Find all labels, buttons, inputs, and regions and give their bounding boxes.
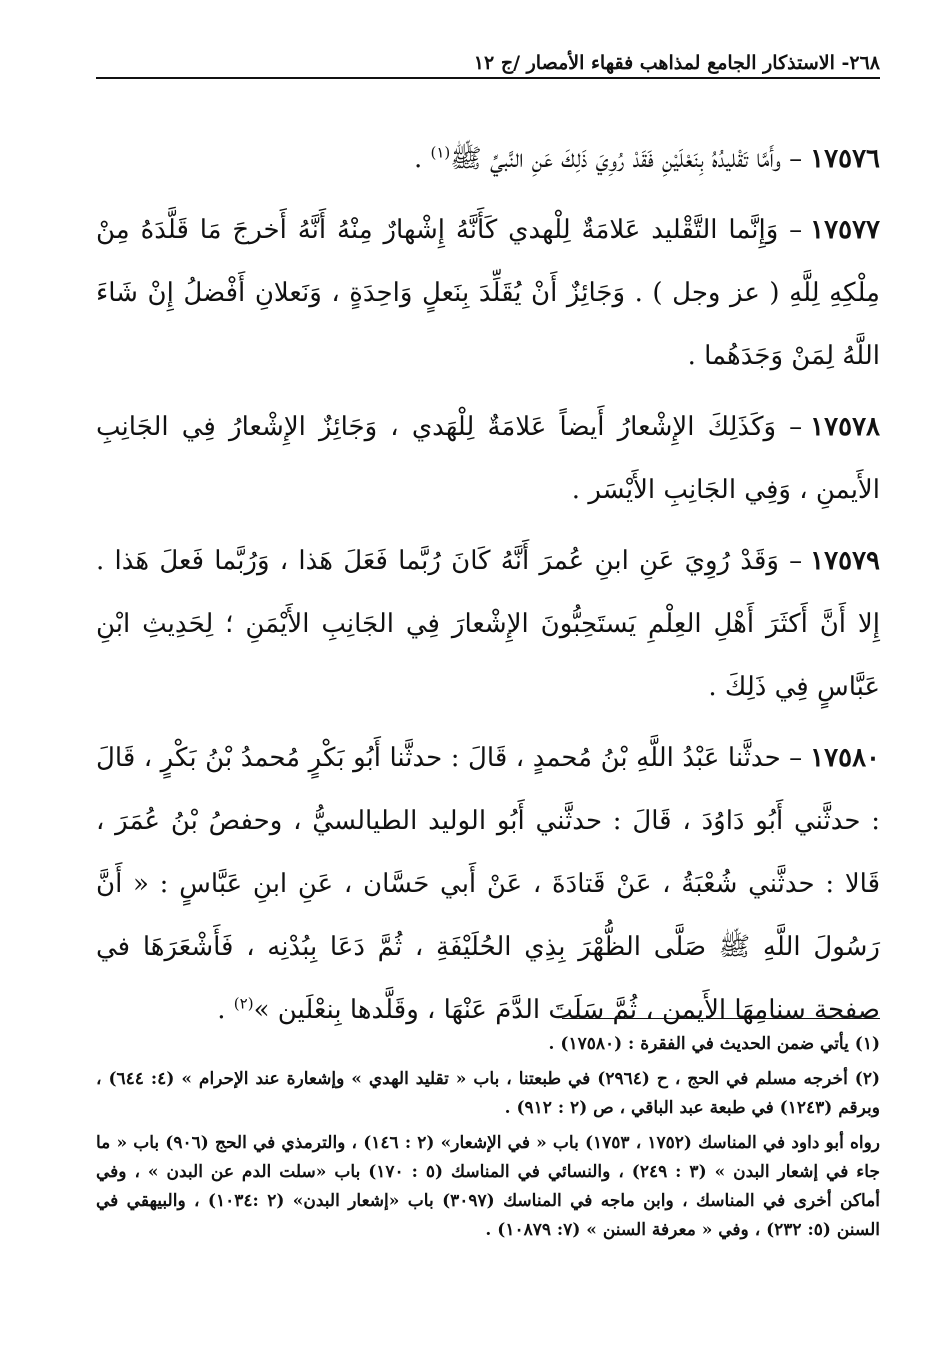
paragraph-17578: [96, 396, 880, 522]
paragraph-number: ١٧٥٧٦: [810, 144, 880, 174]
footnote-rule: [562, 1018, 880, 1019]
paragraph-text: – وأَمَّا تَقْليدُهُ بِنَعْلَيْنِ فَقَدْ رُوِيَ ذَلِكَ عَنِ النَّبيِّ ﷺ: [450, 144, 803, 174]
paragraph-17580: [96, 727, 880, 1042]
paragraph-17577: [96, 199, 880, 388]
paragraph-tail: .: [217, 995, 234, 1025]
footnote-ref: (١): [430, 143, 451, 162]
paragraph-text: – وَإِنَّما التَّقْليد عَلامَةٌ لِلْهدي كَأَنَّهُ إِشْهارٌ مِنْهُ أَنَّهُ أَخرجَ مَا قَلَّدَهُ مِنْ مِلْكِهِ لِلَّهِ ( عز وجل ) . وَجَائِزٌ أَنْ يُقَلِّدَ بِنَعلٍ وَاحِدَةٍ ، وَنَعلانِ أَفْضلُ إِنْ شَاءَ اللَّهُ لِمَنْ وَجَدَهُما .: [96, 215, 880, 371]
paragraph-number: ١٧٥٨٠: [810, 743, 880, 773]
footnote-ref: (٢): [233, 994, 254, 1013]
main-text: [96, 128, 880, 1050]
footnote-1: (١) يأتي ضمن الحديث في الفقرة : (١٧٥٨٠) .: [548, 1034, 880, 1054]
paragraph-number: ١٧٥٧٩: [810, 546, 880, 576]
paragraph-number: ١٧٥٧٧: [810, 215, 880, 245]
footnote-2: (٢) أخرجه مسلم في الحج ، ح (٢٩٦٤) في طبعتنا ، باب « تقليد الهدي » وإشعارة عند الإحرام » (٤: ٦٤٤) ، وبرقم (١٢٤٣) في طبعة عبد الباقي ، ص (٢ : ٩١٢) .: [96, 1069, 880, 1118]
header-rule: [96, 77, 880, 79]
footnote-2-continued: رواه أبو داود في المناسك (١٧٥٢ ، ١٧٥٣) باب « في الإشعار» (٢ : ١٤٦) ، والترمذي في الحج (٩٠٦) باب « ما جاء في إشعار البدن » (٣ : ٢٤٩) ، والنسائي في المناسك (٥ : ١٧٠) باب «سلت الدم عن البدن » ، وفي أماكن أخرى في المناسك ، وابن ماجه في المناسك (٣٠٩٧) باب «إشعار البدن» (٢ :١٠٣٤) ، والبيهقي في السنن (٥: ٢٣٢) ، وفي « معرفة السنن » (٧: ١٠٨٧٩) .: [96, 1133, 881, 1240]
footnotes: [96, 1030, 880, 1251]
running-title: ٢٦٨- الاستذكار الجامع لمذاهب فقهاء الأمصار /ج ١٢: [464, 52, 880, 74]
page-header: [96, 52, 880, 92]
paragraph-number: ١٧٥٧٨: [810, 412, 880, 442]
paragraph-text: – وَكَذَلِكَ الإِشْعارُ أَيضاً عَلامَةٌ لِلْهَدي ، وَجَائِزٌ الإِشْعارُ فِي الجَانِبِ الأَيمنِ ، وَفِي الجَانِبِ الأَيْسَر .: [96, 412, 880, 505]
paragraph-text: – وَقَدْ رُوِيَ عَنِ ابنِ عُمرَ أَنَّهُ كَانَ رُبَّما فَعَلَ هَذا ، وَرُبَّما فَعلَ هَذا . إِلا أَنَّ أَكثَرَ أَهْلِ العِلْمِ يَستَحِبُّونَ الإِشْعارَ فِي الجَانِبِ الأَيْمَنِ ؛ لِحَدِيثِ ابْنِ عَبَّاسٍ فِي ذَلِكَ .: [96, 546, 880, 702]
paragraph-17579: [96, 530, 880, 719]
paragraph-tail: .: [413, 144, 431, 174]
paragraph-17576: [96, 128, 880, 191]
paragraph-text: – حدثَّنا عَبْدُ اللَّهِ بْنُ مُحمدٍ ، قَالَ : حدثَّنا أَبُو بَكْرٍ مُحمدُ بْنُ بَكْرٍ ، قَالَ : حدثَّني أَبُو دَاوُدَ ، قَالَ : حدثَّني أَبُو الوليد الطيالسيُّ ، وحفصُ بْنُ عُمَرَ ، قَالا : حدثَّني شُعْبَةُ ، عَنْ قَتادَةَ ، عَنْ أَبي حَسَّان ، عَنِ ابنِ عَبَّاسٍ : « أَنَّ رَسُولَ اللَّهِ ﷺ صَلَّى الظُّهْرَ بِذِي الحُلَيْفَةِ ، ثُمَّ دَعَا بِبُدْنِه ، فَأَشْعَرَهَا في صفحة سنامِهَا الأَيمن ، ثُمَّ سَلَتَ الدَّمَ عَنْهَا ، وقَلَّدها بِنعْلَين »: [96, 743, 880, 1025]
